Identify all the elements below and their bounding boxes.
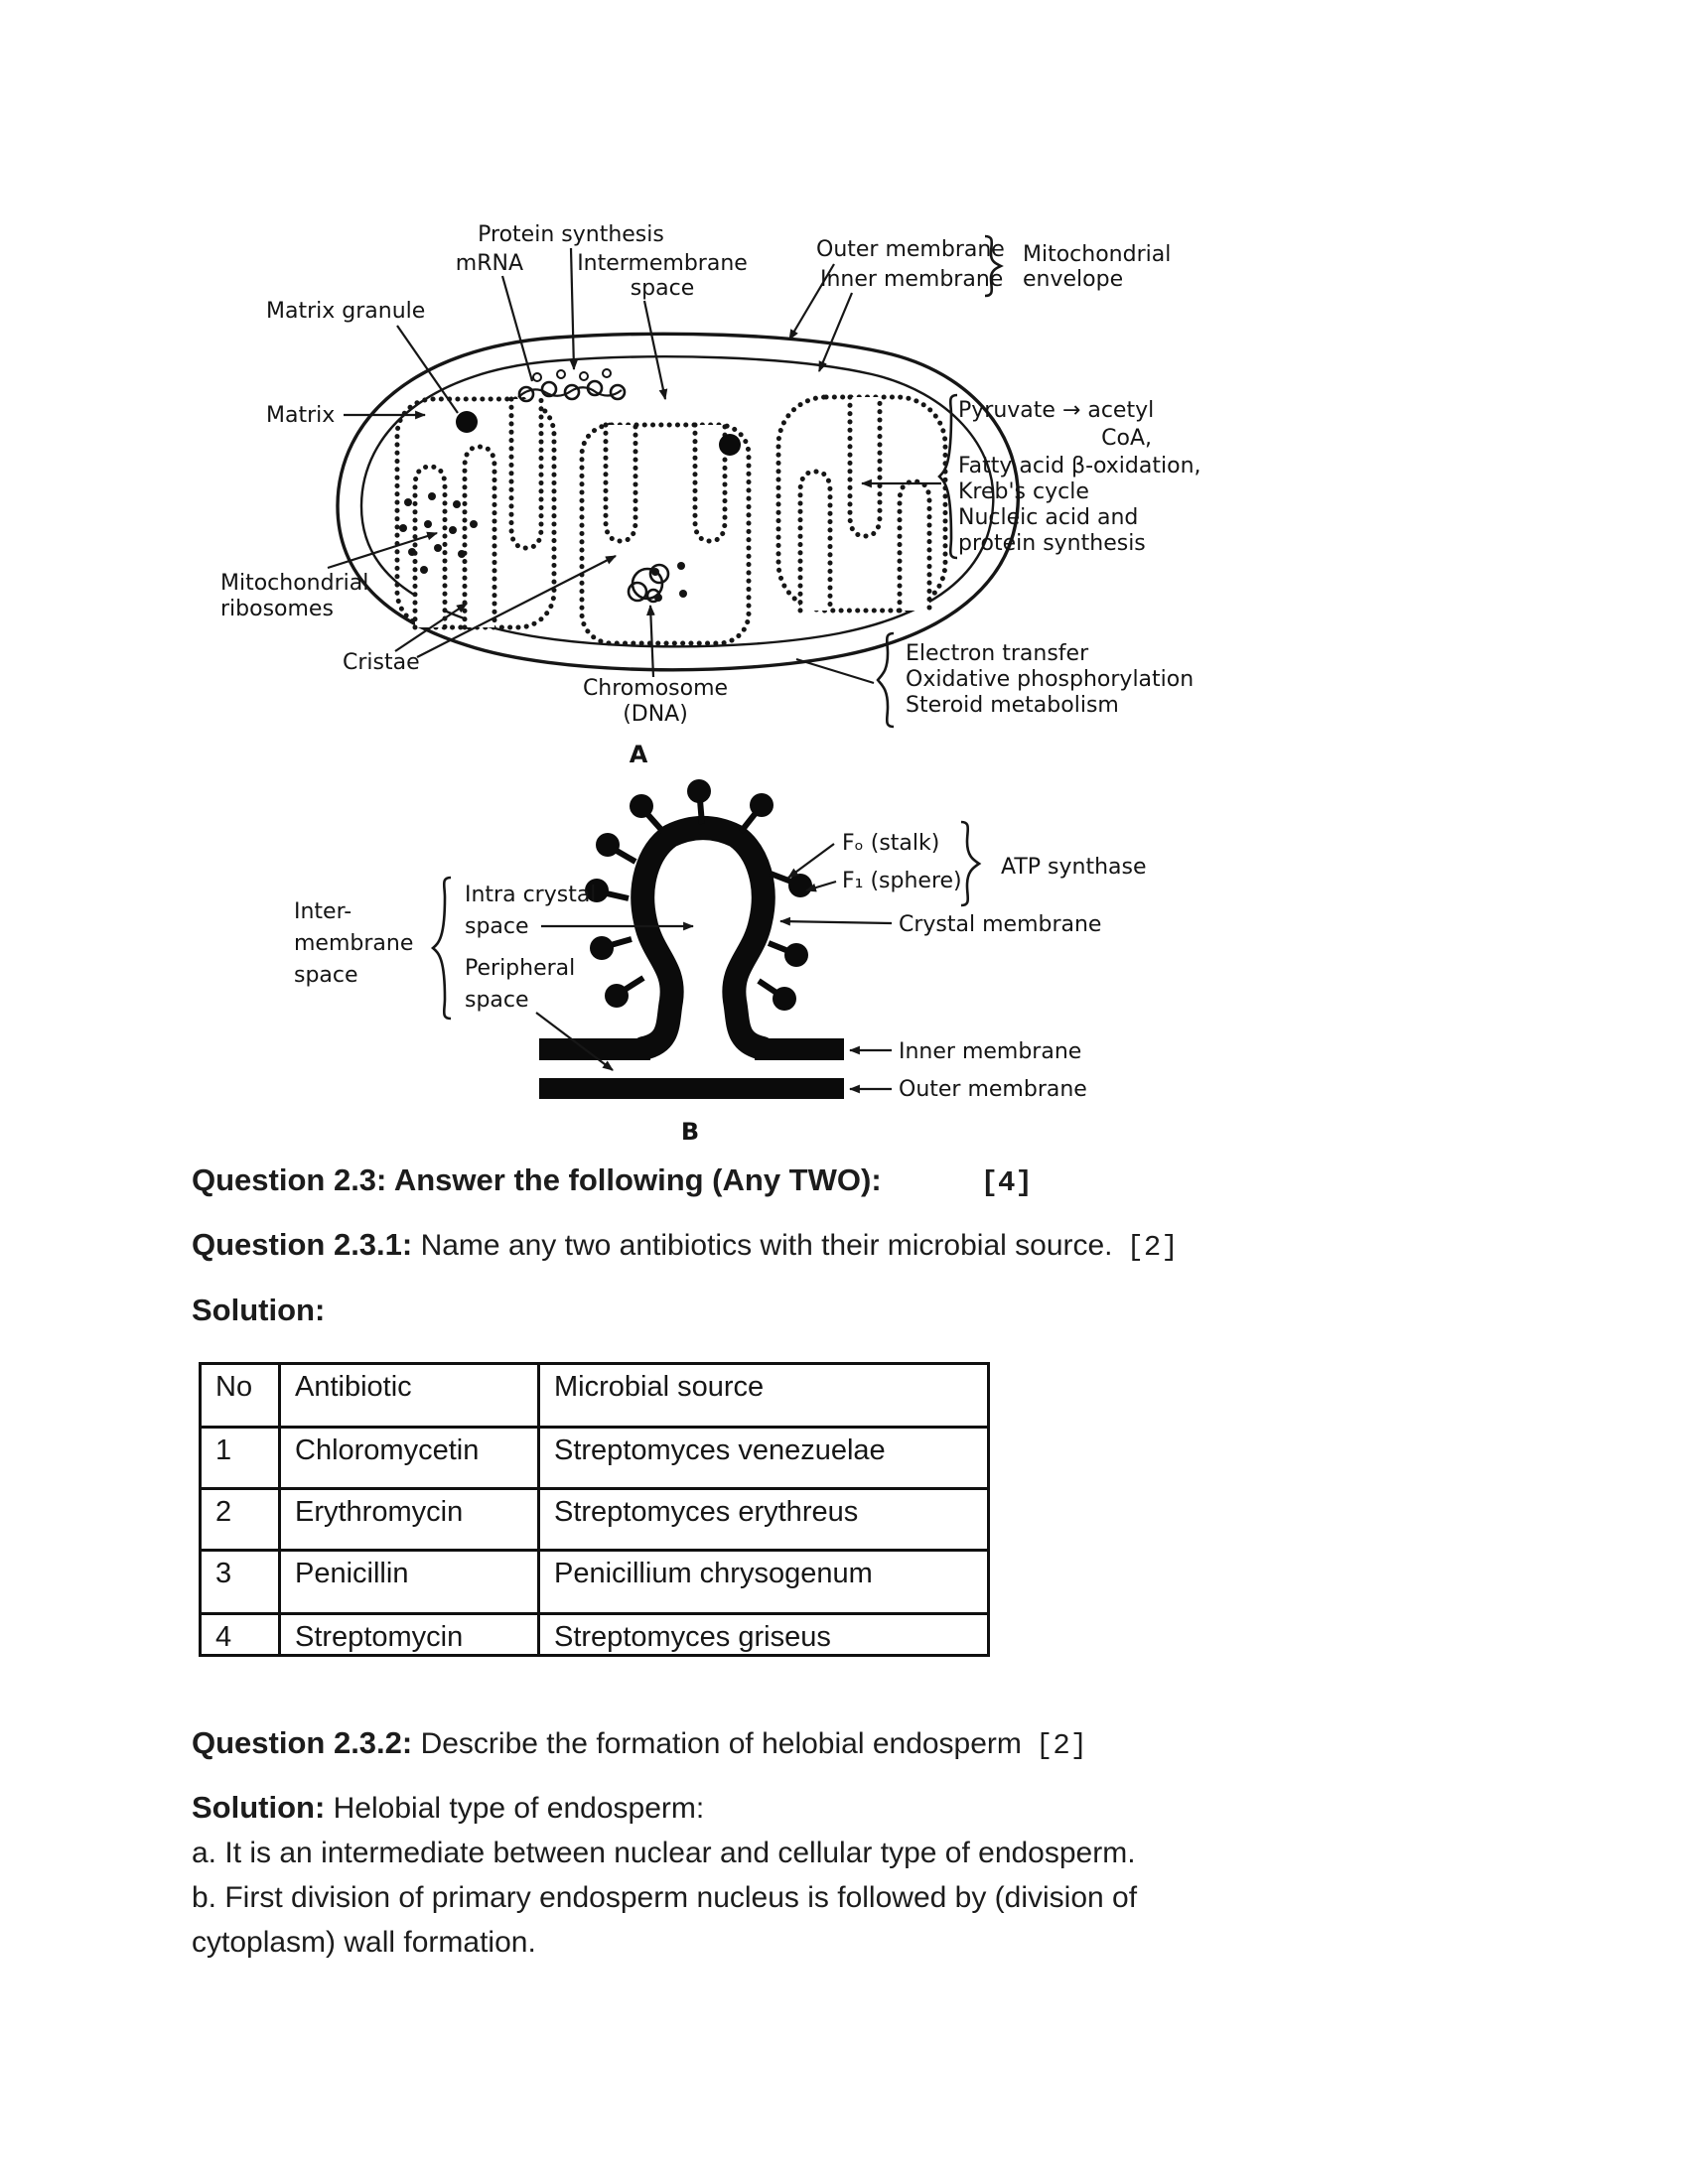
label-inter-2: membrane xyxy=(294,931,414,956)
solution-2-label: Solution: xyxy=(192,1790,326,1825)
mitochondria-figure xyxy=(149,139,1301,1191)
label-envelope-1: Mitochondrial xyxy=(1023,242,1172,267)
mrna-polysome xyxy=(518,369,625,401)
label-mrna: mRNA xyxy=(455,251,523,276)
table-row: 2 Erythromycin Streptomyces erythreus xyxy=(201,1489,989,1551)
question-2-3-1 xyxy=(192,1223,1179,1270)
intermembrane-brace xyxy=(433,878,451,1019)
matrix-granule-dot-right xyxy=(719,434,741,456)
diagram-b-tag: B xyxy=(680,1118,700,1146)
label-peripheral-1: Peripheral xyxy=(465,956,576,981)
question-2-3-1-label: Question 2.3.1: xyxy=(192,1227,413,1262)
atp-synthase-brace xyxy=(961,822,979,905)
label-coa: CoA, xyxy=(1101,426,1152,451)
label-outer-membrane: Outer membrane xyxy=(816,237,1005,262)
label-electron-transfer: Electron transfer xyxy=(906,641,1089,666)
label-matrix-granule: Matrix granule xyxy=(266,299,426,324)
table-row: 4 Streptomycin Streptomyces griseus xyxy=(201,1614,989,1656)
header-microbial-source: Microbial source xyxy=(539,1364,989,1428)
solution-1-label: Solution: xyxy=(192,1293,326,1327)
antibiotics-table xyxy=(199,1362,990,1657)
label-intra-crystal-1: Intra crystal xyxy=(465,883,597,907)
label-krebs-cycle: Kreb's cycle xyxy=(958,479,1089,504)
label-dna: (DNA) xyxy=(623,702,688,727)
label-envelope-2: envelope xyxy=(1023,267,1124,292)
label-oxidative-phosphorylation: Oxidative phosphorylation xyxy=(906,667,1195,692)
solution-2-intro: Solution: Helobial type of endosperm: xyxy=(192,1790,705,1825)
question-2-3-2 xyxy=(192,1721,1087,1768)
label-ribosomes-2: ribosomes xyxy=(220,597,334,621)
diagram-a-mitochondrion xyxy=(220,222,1201,768)
label-protein-synthesis-2: protein synthesis xyxy=(958,531,1146,556)
label-inter-1: Inter- xyxy=(294,899,352,924)
matrix-granule-dot-left xyxy=(456,411,478,433)
table-header-row xyxy=(201,1364,989,1428)
label-intra-crystal-2: space xyxy=(465,914,529,939)
label-nucleic-acid: Nucleic acid and xyxy=(958,505,1139,530)
question-2-3-marks: [4] xyxy=(980,1166,1033,1199)
question-2-3-2-text: Describe the formation of helobial endosperm xyxy=(420,1727,1022,1760)
question-2-3-1-text: Name any two antibiotics with their microbial source. xyxy=(420,1229,1113,1262)
header-antibiotic: Antibiotic xyxy=(280,1364,539,1428)
label-ribosomes-1: Mitochondrial xyxy=(220,571,369,596)
label-outer-membrane-b: Outer membrane xyxy=(899,1077,1087,1102)
cristae-fingers xyxy=(415,397,929,627)
crista-loop xyxy=(642,828,763,1048)
solution-2-point-b-line-1: b. First division of primary endosperm nucleus is followed by (division of xyxy=(192,1881,1138,1914)
label-protein-synthesis: Protein synthesis xyxy=(478,222,664,247)
header-no: No xyxy=(201,1364,280,1428)
label-matrix: Matrix xyxy=(266,403,336,428)
table-row: 3 Penicillin Penicillium chrysogenum xyxy=(201,1551,989,1614)
label-intermembrane-2: space xyxy=(630,276,695,301)
outer-membrane-bar xyxy=(539,1078,844,1099)
label-intermembrane-1: Intermembrane xyxy=(577,251,748,276)
label-fatty-acid: Fatty acid β-oxidation, xyxy=(958,454,1201,478)
label-crystal-membrane: Crystal membrane xyxy=(899,912,1102,937)
question-2-3-1-marks: [2] xyxy=(1126,1231,1179,1264)
label-peripheral-2: space xyxy=(465,988,529,1013)
label-inter-3: space xyxy=(294,963,358,988)
label-atp-synthase: ATP synthase xyxy=(1001,855,1147,880)
label-steroid-metabolism: Steroid metabolism xyxy=(906,693,1119,718)
label-f1-sphere: F₁ (sphere) xyxy=(842,869,962,893)
question-2-3-text: Answer the following (Any TWO): xyxy=(393,1162,882,1197)
question-2-3-label: Question 2.3: xyxy=(192,1162,387,1197)
solution-2-point-a: a. It is an intermediate between nuclear and cellular type of endosperm. xyxy=(192,1837,1136,1869)
diagram-a-tag: A xyxy=(629,741,648,768)
table-row: 1 Chloromycetin Streptomyces venezuelae xyxy=(201,1428,989,1489)
pyruvate-brace xyxy=(939,395,957,558)
solution-2 xyxy=(192,1785,1137,1965)
label-cristae: Cristae xyxy=(343,650,420,675)
solution-2-point-b-line-2: cytoplasm) wall formation. xyxy=(192,1926,536,1959)
label-chromosome: Chromosome xyxy=(582,676,729,701)
inner-membrane-bar-right xyxy=(755,1038,844,1060)
question-2-3-2-label: Question 2.3.2: xyxy=(192,1725,413,1760)
label-inner-membrane: Inner membrane xyxy=(820,267,1004,292)
question-2-3-heading xyxy=(192,1159,1033,1205)
label-fo-stalk: Fₒ (stalk) xyxy=(842,831,940,856)
diagram-b-atp-synthase xyxy=(294,779,1147,1146)
atp-synthase-particles xyxy=(585,779,812,1011)
label-inner-membrane-b: Inner membrane xyxy=(899,1039,1082,1064)
label-pyruvate: Pyruvate → acetyl xyxy=(958,398,1155,423)
question-2-3-2-marks: [2] xyxy=(1035,1729,1088,1762)
chromosome-dna-tangle xyxy=(629,565,668,602)
